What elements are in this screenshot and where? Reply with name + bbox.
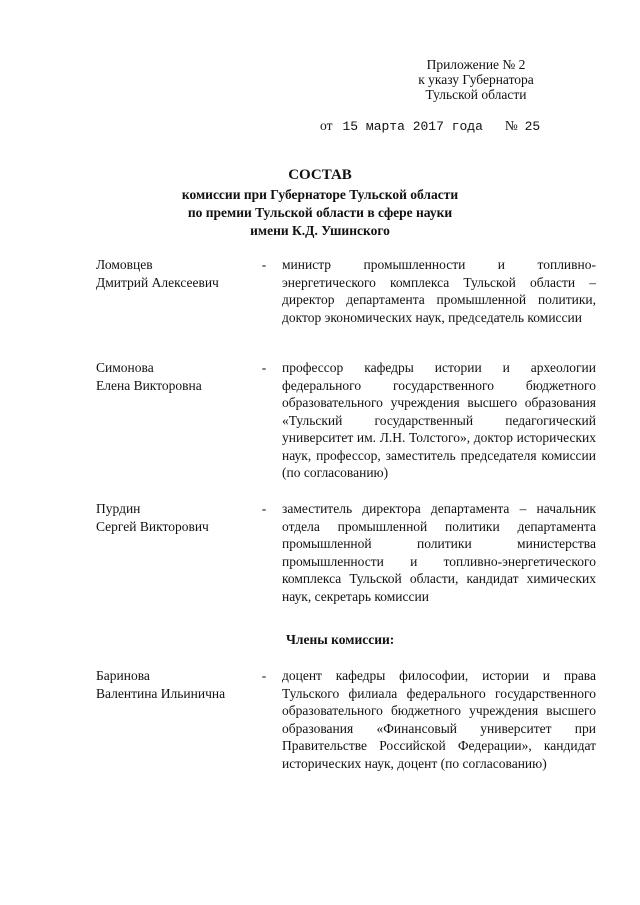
person-name [96, 667, 256, 702]
person-surname: Симонова [96, 360, 154, 375]
person-given-names: Валентина Ильинична [96, 685, 226, 701]
person-name [96, 256, 256, 291]
order-line [320, 118, 540, 134]
entry-dash: - [261, 257, 267, 272]
members-heading: Члены комиссии: [286, 632, 395, 647]
person-surname: Баринова [96, 668, 150, 683]
document-subtitle-line3: имени К.Д. Ушинского [250, 223, 390, 238]
document-subtitle-line1: комиссии при Губернаторе Тульской области [181, 187, 459, 202]
appendix-header [386, 57, 566, 102]
order-date: 15 марта 2017 года [342, 119, 483, 134]
person-given-names: Дмитрий Алексеевич [96, 274, 219, 290]
entry-dash: - [261, 360, 267, 375]
person-given-names: Сергей Викторович [96, 518, 209, 534]
person-role: профессор кафедры истории и археологии федерального государственного бюджетного образовательного учреждения высшего образования «Тульский государственный педагогический университет им. Л.Н. Толстого», доктор исторических наук, профессор, заместитель председателя комиссии (по согласованию) [282, 360, 596, 480]
person-role: заместитель директора департамента – начальник отдела промышленной политики департамента промышленной политики министерства промышленности и топливно-энергетического комплекса Тульской области, кандидат химических наук, секретарь комиссии [282, 501, 596, 604]
appendix-region: Тульской области [425, 87, 527, 102]
appendix-decree-ref: к указу Губернатора [418, 72, 534, 87]
document-title: СОСТАВ [288, 167, 352, 183]
person-role: доцент кафедры философии, истории и права Тульского филиала федерального государственного образовательного бюджетного учреждения высшего образования «Финансовый университет при Правительстве Российской Федерации», кандидат исторических наук, доцент (по согласованию) [282, 668, 596, 771]
entry-dash: - [261, 501, 267, 516]
entry-dash: - [261, 668, 267, 683]
person-given-names: Елена Викторовна [96, 377, 202, 393]
document-subtitle-line2: по премии Тульской области в сфере науки [187, 205, 453, 220]
person-surname: Пурдин [96, 501, 141, 516]
person-role: министр промышленности и топливно-энергетического комплекса Тульской области – директор департамента промышленной политики, доктор экономических наук, председатель комиссии [282, 257, 596, 325]
person-surname: Ломовцев [96, 257, 153, 272]
order-number: 25 [524, 119, 541, 134]
order-prefix: от [320, 118, 333, 133]
appendix-number: Приложение № 2 [426, 57, 526, 72]
person-name [96, 500, 256, 535]
person-name [96, 359, 256, 394]
order-number-sign: № [504, 118, 518, 133]
